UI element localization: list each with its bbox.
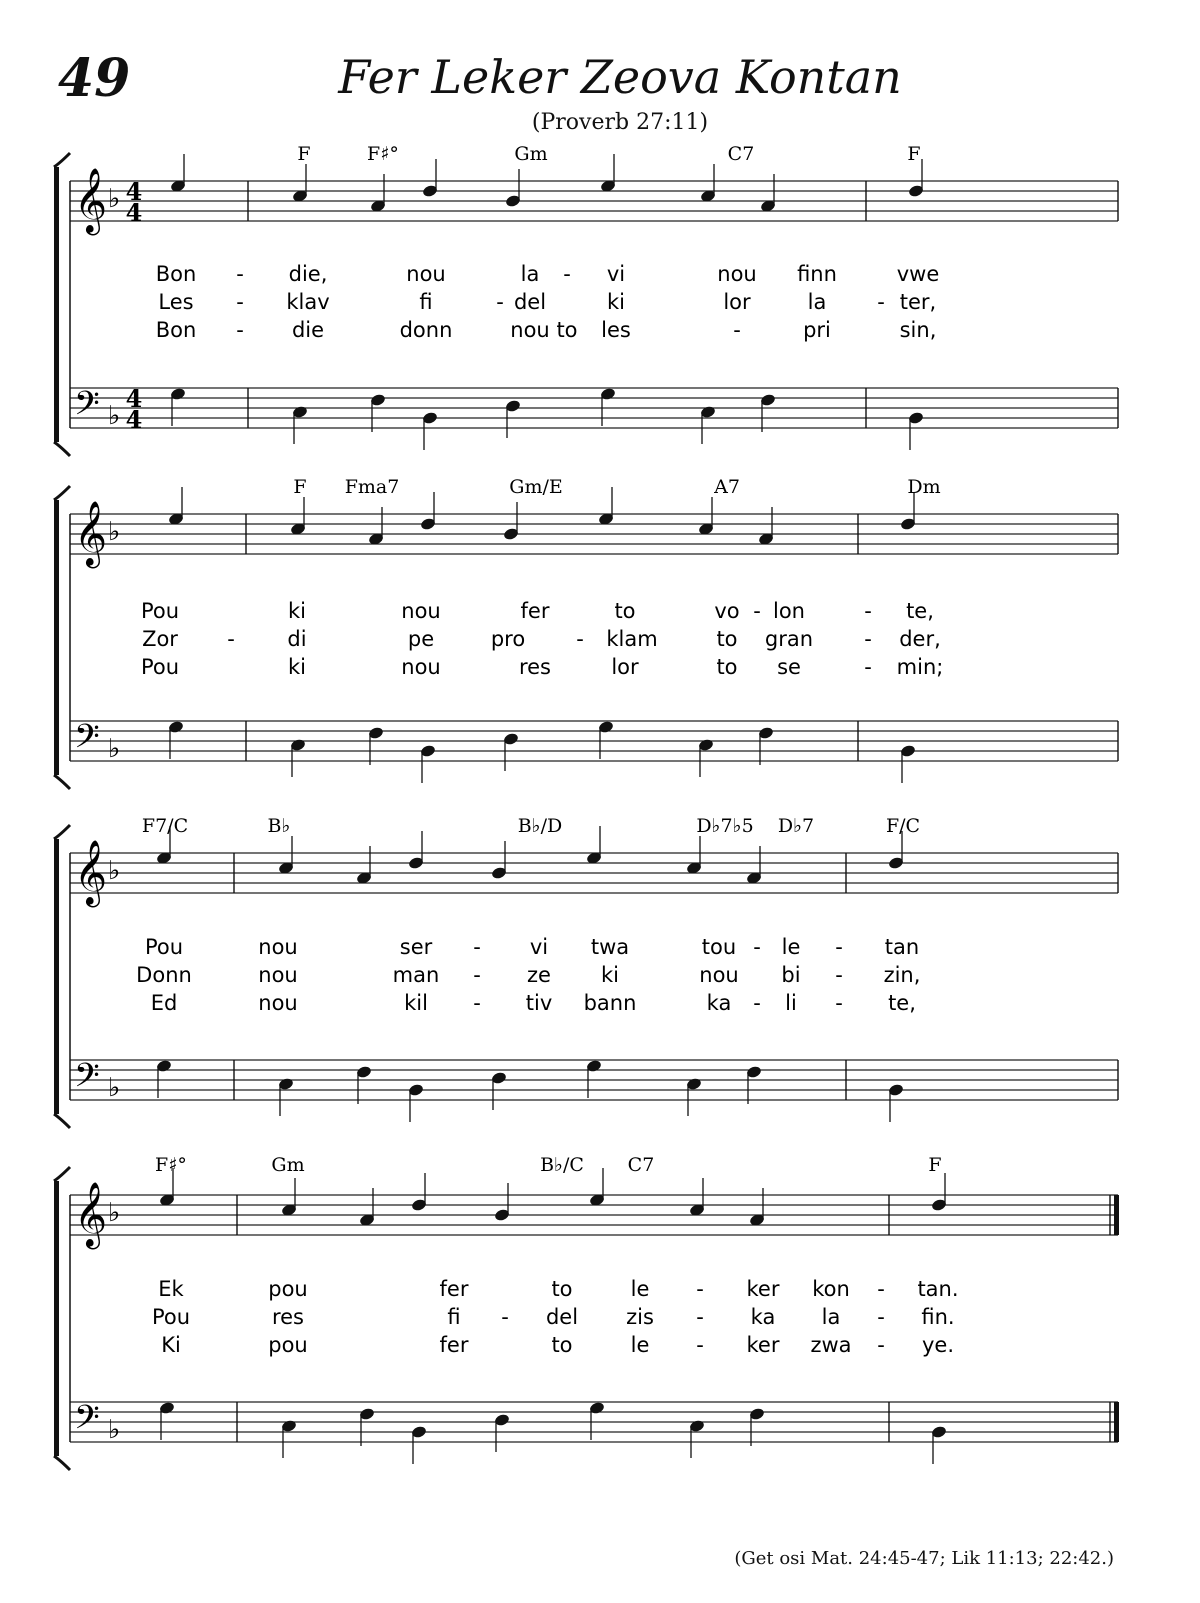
key-signature-flat: ♭ [108,517,121,547]
lyric-syllable: di [287,627,307,651]
lyric-syllable: pri [803,318,831,342]
key-signature-flat: ♭ [108,1415,121,1445]
lyric-syllable: ye. [921,1333,955,1357]
lyric-syllable: fer [520,599,550,623]
lyric-syllable: del [545,1305,579,1329]
lyric-syllable: finn [797,262,837,286]
lyric-syllable: la [807,290,827,314]
lyric-syllable: tan [884,935,920,959]
lyric-syllable: nou [401,655,441,679]
lyric-syllable: Bon [155,318,197,342]
song-number: 49 [58,48,131,109]
lyric-syllable: ki [288,655,306,679]
lyric-syllable: ka [750,1305,776,1329]
bracket-top-hook [54,486,70,500]
lyric-syllable: der, [899,627,941,651]
time-signature-bottom: 4 [125,198,143,227]
chords-and-lyrics [136,143,958,1357]
bracket-top-hook [54,153,70,167]
treble-clef: 𝄞 [74,840,108,905]
lyric-syllable: del [513,290,547,314]
lyric-syllable: Pou [151,1305,191,1329]
lyric-syllable: ki [607,290,625,314]
key-signature-flat: ♭ [108,734,121,764]
lyric-syllable: le [781,935,801,959]
lyric-syllable: - [877,290,885,314]
lyric-syllable: die [291,318,325,342]
chord-symbol: D♭7 [777,815,815,837]
chord-symbol: F [907,143,921,165]
chord-symbol: F/C [885,815,921,837]
lyric-syllable: vi [529,935,549,959]
lyric-syllable: man [392,963,440,987]
lyric-syllable: ki [601,963,619,987]
lyric-syllable: ka [706,991,732,1015]
system-bracket [54,1181,59,1456]
lyric-syllable: to [716,655,738,679]
time-signature-bottom: 4 [125,405,143,434]
lyric-syllable: - [496,290,504,314]
lyric-syllable: - [753,599,761,623]
lyric-syllable: fin. [921,1305,955,1329]
footnote: (Get osi Mat. 24:45-47; Lik 11:13; 22:42.) [734,1548,1114,1569]
notes [74,154,947,1464]
lyric-syllable: vwe [896,262,940,286]
lyric-syllable: le [630,1277,650,1301]
bracket-bottom-hook [54,1114,70,1128]
lyric-syllable: bi [781,963,801,987]
lyric-syllable: te, [888,991,916,1015]
lyric-syllable: vo [714,599,740,623]
lyric-syllable: - [227,627,235,651]
lyric-syllable: - [753,991,761,1015]
treble-clef: 𝄞 [74,168,108,233]
lyric-syllable: - [835,991,843,1015]
lyric-syllable: - [864,655,872,679]
chord-symbol: Gm [514,143,548,165]
lyric-syllable: Pou [140,655,180,679]
bass-clef: 𝄢 [74,1057,100,1103]
staff-lines [70,181,1118,1442]
chord-symbol: A7 [714,476,740,498]
lyric-syllable: donn [399,318,453,342]
lyric-syllable: bann [583,991,637,1015]
chord-symbol: F [293,476,307,498]
lyric-syllable: Zor [142,627,178,651]
lyric-syllable: fi [419,290,433,314]
lyric-syllable: Ed [150,991,178,1015]
lyric-syllable: - [835,963,843,987]
lyric-syllable: nou [699,963,739,987]
lyric-syllable: vi [606,262,626,286]
lyric-syllable: res [518,655,552,679]
barlines [54,153,1119,1470]
bracket-top-hook [54,1167,70,1181]
bracket-top-hook [54,825,70,839]
lyric-syllable: - [236,290,244,314]
lyric-syllable: - [864,627,872,651]
chord-symbol: Gm [271,1154,305,1176]
lyric-syllable: Les [158,290,194,314]
lyric-syllable: - [877,1277,885,1301]
lyric-syllable: - [733,318,741,342]
bracket-bottom-hook [54,775,70,789]
lyric-syllable: nou [406,262,446,286]
final-barline-thick [1114,1195,1119,1235]
lyric-syllable: fer [439,1333,469,1357]
chord-symbol: F [928,1154,942,1176]
lyric-syllable: - [877,1333,885,1357]
chord-symbol: B♭ [267,815,291,837]
lyric-syllable: ker [746,1333,780,1357]
lyric-syllable: sin, [899,318,937,342]
key-signature-flat: ♭ [108,1073,121,1103]
final-barline-thick [1114,1402,1119,1442]
lyric-syllable: les [601,318,631,342]
system-bracket [54,167,59,442]
lyric-syllable: - [563,262,571,286]
lyric-syllable: lon [773,599,805,623]
treble-clef: 𝄞 [74,501,108,566]
lyric-syllable: to [551,1333,573,1357]
time-signature-top: 4 [125,384,143,413]
lyric-syllable: - [473,963,481,987]
chord-symbol: D♭7♭5 [696,815,754,837]
bass-clef: 𝄢 [74,1399,100,1445]
chord-symbol: F♯° [155,1154,187,1176]
chord-symbol: F7/C [141,815,189,837]
lyric-syllable: klam [606,627,658,651]
lyric-syllable: kil [404,991,428,1015]
lyric-syllable: le [630,1333,650,1357]
lyric-syllable: to [716,627,738,651]
bracket-bottom-hook [54,442,70,456]
key-signature-flat: ♭ [108,401,121,431]
chord-symbol: C7 [627,1154,655,1176]
lyric-syllable: tiv [525,991,553,1015]
lyric-syllable: - [877,1305,885,1329]
lyric-syllable: Ek [158,1277,184,1301]
lyric-syllable: ze [527,963,551,987]
lyric-syllable: - [753,935,761,959]
lyric-syllable: tan. [917,1277,959,1301]
lyric-syllable: nou [510,318,550,342]
lyric-syllable: ker [746,1277,780,1301]
treble-clef: 𝄞 [74,1182,108,1247]
scripture-reference: (Proverb 27:11) [531,110,709,135]
lyric-syllable: ser [399,935,433,959]
lyric-syllable: res [271,1305,305,1329]
chord-symbol: Dm [907,476,941,498]
lyric-syllable: fer [439,1277,469,1301]
lyric-syllable: gran [764,627,814,651]
lyric-syllable: - [236,262,244,286]
lyric-syllable: Donn [136,963,192,987]
lyric-syllable: - [835,935,843,959]
lyric-syllable: lor [723,290,751,314]
lyric-syllable: zin, [883,963,921,987]
lyric-syllable: Pou [144,935,184,959]
lyric-syllable: Ki [161,1333,181,1357]
system-bracket [54,500,59,775]
lyric-syllable: - [696,1333,704,1357]
lyric-syllable: lor [611,655,639,679]
lyric-syllable: - [696,1277,704,1301]
lyric-syllable: nou [258,991,298,1015]
lyric-syllable: - [576,627,584,651]
key-signature-flat: ♭ [108,1198,121,1228]
lyric-syllable: Pou [140,599,180,623]
lyric-syllable: fi [447,1305,461,1329]
lyric-syllable: Bon [155,262,197,286]
lyric-syllable: li [785,991,797,1015]
lyric-syllable: die, [288,262,328,286]
time-signature-top: 4 [125,177,143,206]
key-signature-flat: ♭ [108,856,121,886]
lyric-syllable: pro [490,627,526,651]
chord-symbol: Fma7 [344,476,400,498]
lyric-syllable: la [520,262,540,286]
lyric-syllable: nou [717,262,757,286]
lyric-syllable: min; [896,655,944,679]
chord-symbol: B♭/C [540,1154,584,1176]
lyric-syllable: - [696,1305,704,1329]
key-signature-flat: ♭ [108,184,121,214]
chord-symbol: F [297,143,311,165]
chord-symbol: B♭/D [517,815,563,837]
lyric-syllable: pou [268,1333,308,1357]
chord-symbol: Gm/E [509,476,563,498]
lyric-syllable: - [864,599,872,623]
lyric-syllable: ki [288,599,306,623]
lyric-syllable: pou [268,1277,308,1301]
lyric-syllable: pe [407,627,435,651]
lyric-syllable: - [236,318,244,342]
song-title: Fer Leker Zeova Kontan [338,50,902,104]
bass-clef: 𝄢 [74,718,100,764]
lyric-syllable: ter, [899,290,937,314]
bracket-bottom-hook [54,1456,70,1470]
lyric-syllable: to [556,318,578,342]
lyric-syllable: to [614,599,636,623]
chord-symbol: F♯° [367,143,399,165]
lyric-syllable: la [821,1305,841,1329]
lyric-syllable: - [473,991,481,1015]
system-bracket [54,839,59,1114]
lyric-syllable: tou [701,935,737,959]
lyric-syllable: to [551,1277,573,1301]
lyric-syllable: zis [626,1305,654,1329]
lyric-syllable: nou [401,599,441,623]
lyric-syllable: - [501,1305,509,1329]
lyric-syllable: se [777,655,801,679]
chord-symbol: C7 [727,143,755,165]
bass-clef: 𝄢 [74,385,100,431]
lyric-syllable: nou [258,963,298,987]
lyric-syllable: zwa [810,1333,852,1357]
lyric-syllable: klav [286,290,330,314]
lyric-syllable: nou [258,935,298,959]
lyric-syllable: kon [812,1277,850,1301]
lyric-syllable: twa [590,935,630,959]
lyric-syllable: - [473,935,481,959]
lyric-syllable: te, [906,599,934,623]
